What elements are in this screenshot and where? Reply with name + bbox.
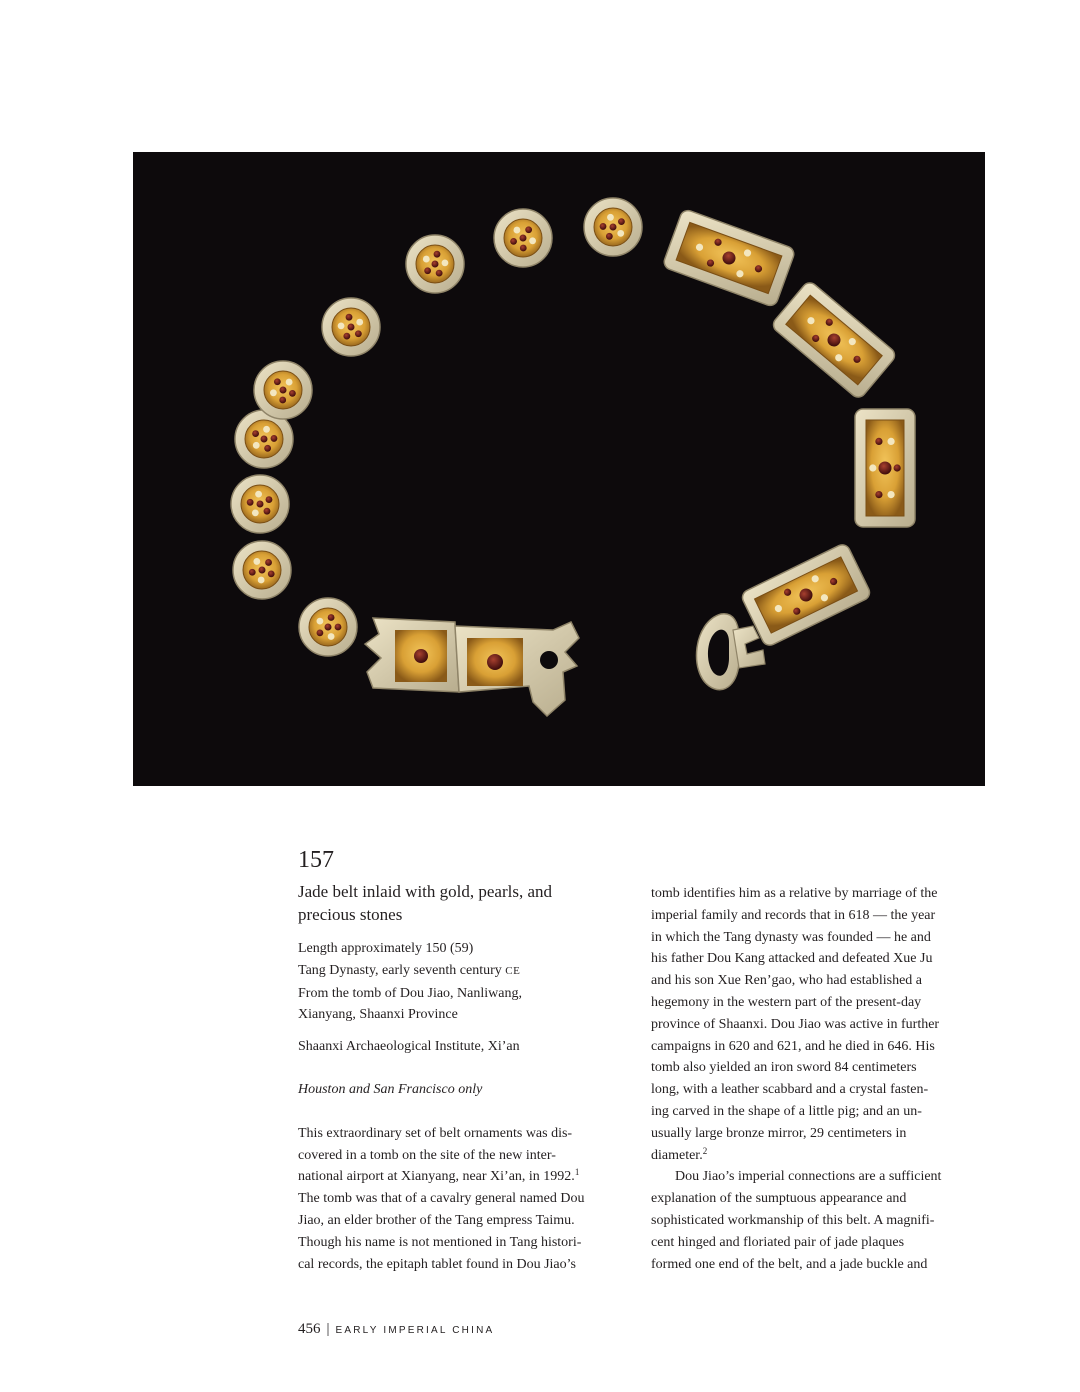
body-line: national airport at Xianyang, near Xi’an, in 1992. [298,1169,575,1185]
body-line: Though his name is not mentioned in Tang histori- [298,1234,582,1250]
round-belt-plaque [494,209,552,267]
rectangular-belt-plaque [740,542,872,648]
object-title [298,880,623,926]
lender: Shaanxi Archaeological Institute, Xi’an [298,1039,520,1055]
body-line: imperial family and records that in 618 — the year [651,907,936,923]
body-line: explanation of the sumptuous appearance and [651,1191,907,1207]
body-line: ing carved in the shape of a little pig; and an un- [651,1103,922,1119]
round-belt-plaque [584,198,642,256]
page-footer [298,1319,494,1341]
floriated-terminal-plaques [365,618,579,716]
body-text-left [298,1123,623,1276]
body-line: diameter. [651,1147,703,1163]
round-belt-plaque [254,361,312,419]
body-line: long, with a leather scabbard and a crystal fasten- [651,1082,929,1098]
catalogue-number: 157 [298,847,334,873]
body-line-with-note [298,1166,623,1188]
body-line: hegemony in the western part of the present-day [651,994,922,1010]
dimensions: Length approximately 150 (59) [298,941,474,956]
belt-photograph [133,152,985,786]
dynasty-text: Tang Dynasty, early seventh century [298,962,502,978]
body-line: covered in a tomb on the site of the new inter- [298,1147,556,1163]
round-belt-plaque [322,298,380,356]
era-abbrev: CE [505,964,521,977]
title-line: Jade belt inlaid with gold, pearls, and [298,882,552,901]
body-line: province of Shaanxi. Dou Jiao was active in further [651,1016,940,1032]
round-belt-plaque [231,475,289,533]
venue-note: Houston and San Francisco only [298,1081,483,1097]
rectangular-belt-plaque [662,208,796,307]
rectangular-belt-plaque [855,409,915,527]
object-details [298,938,623,1026]
footnote-ref: 2 [702,1145,708,1156]
body-line: in which the Tang dynasty was founded — he and [651,929,931,945]
round-belt-plaque [406,235,464,293]
page-number: 456 [298,1321,321,1337]
body-line-with-note [651,1145,976,1167]
title-line: precious stones [298,905,403,924]
body-line: The tomb was that of a cavalry general named Dou [298,1191,585,1207]
left-column [298,880,623,1275]
body-line: his father Dou Kang attacked and defeated Xue Ju [651,951,933,967]
provenance-line: Xianyang, Shaanxi Province [298,1007,458,1023]
footer-separator: | [326,1321,330,1337]
round-belt-plaque [299,598,357,656]
body-line: campaigns in 620 and 621, and he died in 646. His [651,1038,935,1054]
rectangular-belt-plaque [770,280,897,401]
body-line: usually large bronze mirror, 29 centimeters in [651,1125,907,1141]
body-line: cent hinged and floriated pair of jade plaques [651,1234,905,1250]
body-line: This extraordinary set of belt ornaments was dis- [298,1125,573,1141]
body-text-right [651,883,976,1275]
footnote-ref: 1 [574,1167,580,1178]
round-belt-plaque [233,541,291,599]
body-line: formed one end of the belt, and a jade buckle and [651,1256,928,1272]
body-line: cal records, the epitaph tablet found in Dou Jiao’s [298,1256,576,1272]
provenance-line: From the tomb of Dou Jiao, Nanliwang, [298,985,522,1001]
body-line: and his son Xue Ren’gao, who had established a [651,973,922,989]
body-line: Jiao, an elder brother of the Tang empress Taimu. [298,1212,575,1228]
body-line: tomb also yielded an iron sword 84 centimeters [651,1060,917,1076]
jade-belt-illustration [133,152,985,786]
body-line: sophisticated workmanship of this belt. A magnifi- [651,1212,935,1228]
right-column [651,883,976,1275]
body-line: Dou Jiao’s imperial connections are a sufficient [675,1169,942,1185]
running-head: EARLY IMPERIAL CHINA [335,1325,495,1336]
body-line: tomb identifies him as a relative by marriage of the [651,886,938,901]
date-line [298,960,623,983]
